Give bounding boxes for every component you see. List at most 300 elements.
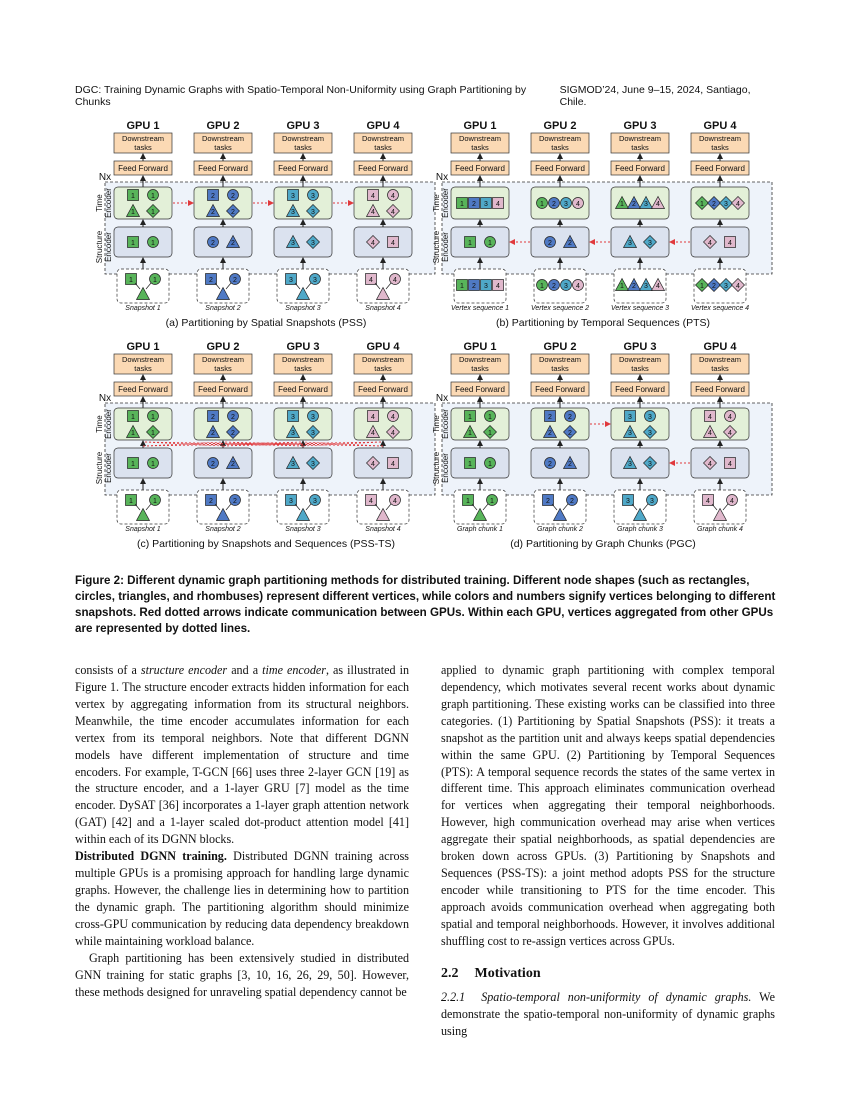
vertex-number: 4 [371, 193, 375, 200]
vertex-number: 3 [628, 430, 632, 437]
panel-pgc [430, 338, 777, 551]
vertex-number: 4 [730, 498, 734, 505]
vertex-number: 4 [728, 430, 732, 437]
vertex-number: 1 [620, 201, 624, 208]
vertex-number: 2 [548, 240, 552, 247]
vertex-number: 2 [472, 201, 476, 208]
vertex-number: 3 [289, 277, 293, 284]
section-title: Motivation [474, 965, 541, 981]
vertex-number: 3 [484, 201, 488, 208]
vertex-number: 2 [712, 283, 716, 290]
vertex-number: 2 [211, 240, 215, 247]
downstream-label: tasks [711, 143, 729, 152]
vertex-number: 2 [231, 240, 235, 247]
vertex-number: 3 [291, 414, 295, 421]
time-encoder-label: Encoder [104, 188, 113, 218]
vertex-number: 2 [211, 430, 215, 437]
feed-forward-label: Feed Forward [455, 164, 505, 173]
vertex-number: 4 [728, 414, 732, 421]
input-label: Graph chunk 4 [697, 526, 743, 533]
gpu-label: GPU 3 [286, 120, 320, 132]
time-encoder-label: Encoder [441, 409, 450, 439]
vertex-number: 3 [311, 193, 315, 200]
time-encoder-box [114, 408, 172, 440]
vertex-number: 3 [628, 461, 632, 468]
panel-caption: (b) Partitioning by Temporal Sequences (PTS) [496, 317, 710, 329]
vertex-number: 3 [311, 209, 315, 216]
vertex-number: 3 [311, 430, 315, 437]
gpu-label: GPU 3 [623, 341, 657, 353]
vertex-number: 4 [371, 240, 375, 247]
vertex-number: 1 [460, 201, 464, 208]
feed-forward-label: Feed Forward [358, 385, 408, 394]
input-label: Snapshot 2 [205, 526, 241, 533]
vertex-number: 4 [391, 461, 395, 468]
vertex-number: 2 [570, 498, 574, 505]
vertex-number: 2 [568, 414, 572, 421]
vertex-number: 4 [706, 498, 710, 505]
paragraph-distributed [75, 848, 409, 950]
structure-encoder-box [451, 227, 509, 257]
vertex-number: 4 [371, 461, 375, 468]
structure-encoder-label: Structure [432, 230, 441, 264]
structure-encoder-box [114, 448, 172, 478]
paragraph-categories: applied to dynamic graph partitioning with complex temporal dependency, which motivates several recent works about dynamic graph partitioning. These existing works can be classified into three categories. (1) Partitioning by Spatial Snapshots (PSS): it treats a snapshot as the partition unit and always keeps spatial dependencies within the same GPU. (2) Partitioning by Temporal Sequences (PTS): A temporal sequence records the states of the same vertex in different time. This approach eliminates communication overhead for vertices when aggregating their temporal neighborhoods. However, high communication overhead may arise when vertices aggregate their spatial neighborhoods, as spatial dependencies are broken down across GPUs. (3) Partitioning by Snapshots and Sequences (PSS-TS): a joint method adopts PSS for the structure encoder while transitioning to PTS for the time encoder. This approach avoids communication overhead when aggregating both spatial and temporal neighborhoods. However, it involves additional shuffling cost to re-assign vertices across GPUs. [441, 663, 775, 948]
downstream-label: Downstream [698, 134, 742, 143]
downstream-label: Downstream [698, 355, 742, 364]
downstream-label: Downstream [281, 134, 325, 143]
feed-forward-label: Feed Forward [695, 385, 745, 394]
downstream-label: Downstream [361, 355, 405, 364]
downstream-label: tasks [551, 364, 569, 373]
feed-forward-label: Feed Forward [695, 164, 745, 173]
subsection-number: 2.2.1 [441, 990, 466, 1005]
vertex-number: 1 [700, 283, 704, 290]
vertex-number: 3 [313, 498, 317, 505]
vertex-number: 3 [724, 283, 728, 290]
structure-encoder-box [611, 448, 669, 478]
vertex-number: 1 [151, 240, 155, 247]
vertex-number: 1 [620, 283, 624, 290]
vertex-number: 1 [151, 193, 155, 200]
figure-caption: Figure 2: Different dynamic graph partitioning methods for distributed training. Different node shapes (such as rectangles, circles, triangles, and rhombuses) represent different vertices, while colors and numbers signify vertices belonging to different snapshots. Red dotted arrows indicate communication between GPUs. Within each GPU, vertices aggregated from other GPUs are represented by dotted lines. [75, 574, 776, 635]
time-encoder-label: Encoder [104, 409, 113, 439]
figure-panel-svg [430, 338, 777, 551]
vertex-number: 3 [648, 430, 652, 437]
vertex-number: 4 [708, 461, 712, 468]
gpu-label: GPU 1 [126, 120, 160, 132]
nx-label: Nx [98, 172, 112, 183]
vertex-number: 2 [211, 414, 215, 421]
vertex-number: 1 [540, 201, 544, 208]
panel-caption: (a) Partitioning by Spatial Snapshots (PSS) [165, 317, 367, 329]
input-label: Snapshot 2 [205, 305, 241, 312]
downstream-label: Downstream [121, 134, 165, 143]
time-encoder-box [611, 408, 669, 440]
vertex-number: 3 [626, 498, 630, 505]
vertex-number: 3 [291, 240, 295, 247]
gpu-label: GPU 2 [206, 341, 240, 353]
time-encoder-box [531, 408, 589, 440]
feed-forward-label: Feed Forward [198, 385, 248, 394]
vertex-number: 4 [391, 414, 395, 421]
running-header [75, 84, 778, 108]
downstream-label: Downstream [458, 134, 502, 143]
structure-encoder-box [274, 227, 332, 257]
time-encoder-box [354, 187, 412, 219]
vertex-number: 2 [548, 461, 552, 468]
structure-encoder-label: Encoder [104, 232, 113, 262]
structure-encoder-label: Structure [432, 451, 441, 485]
run-in-heading: Distributed DGNN training. [75, 849, 227, 864]
feed-forward-label: Feed Forward [615, 385, 665, 394]
downstream-label: tasks [134, 143, 152, 152]
header-title: DGC: Training Dynamic Graphs with Spatio-Temporal Non-Uniformity using Graph Partitioning by Chunks [75, 84, 527, 108]
structure-encoder-box [194, 227, 252, 257]
downstream-label: tasks [711, 364, 729, 373]
vertex-number: 2 [211, 461, 215, 468]
downstream-label: Downstream [201, 134, 245, 143]
gpu-label: GPU 4 [366, 341, 400, 353]
time-encoder-label: Encoder [441, 188, 450, 218]
vertex-number: 4 [736, 283, 740, 290]
nx-label: Nx [435, 172, 449, 183]
vertex-number: 4 [371, 430, 375, 437]
paragraph-motivation [441, 989, 775, 1040]
vertex-number: 4 [728, 240, 732, 247]
vertex-number: 1 [468, 240, 472, 247]
vertex-number: 2 [231, 461, 235, 468]
subsection-title: Spatio-temporal non-uniformity of dynamic graphs. [481, 990, 752, 1005]
vertex-number: 4 [708, 430, 712, 437]
structure-encoder-box [531, 227, 589, 257]
input-label: Snapshot 4 [365, 305, 401, 312]
vertex-number: 2 [552, 201, 556, 208]
vertex-number: 3 [628, 240, 632, 247]
vertex-number: 1 [129, 498, 133, 505]
vertex-number: 4 [371, 414, 375, 421]
downstream-label: tasks [631, 143, 649, 152]
input-label: Graph chunk 1 [457, 526, 503, 533]
vertex-number: 2 [546, 498, 550, 505]
input-label: Snapshot 3 [285, 305, 321, 312]
downstream-label: tasks [551, 143, 569, 152]
vertex-number: 2 [568, 461, 572, 468]
right-column [441, 662, 775, 1040]
vertex-number: 4 [391, 209, 395, 216]
vertex-number: 3 [291, 209, 295, 216]
vertex-number: 3 [650, 498, 654, 505]
vertex-number: 4 [393, 498, 397, 505]
time-encoder-box [194, 408, 252, 440]
vertex-number: 2 [209, 498, 213, 505]
vertex-number: 3 [313, 277, 317, 284]
text: and a [227, 663, 263, 677]
vertex-number: 2 [231, 414, 235, 421]
text: , as illustrated in Figure 1. The structure encoder extracts hidden information for each vertex by aggregating information from its structural neighbors. Meanwhile, the time encoder accumulates information for each vertex from its temporal neighbors. Note that different DGNN models have different implementation of structure and time encoders. For example, T-GCN [66] uses three 2-layer GCN [19] as the structure encoder, and a 1-layer GRU [7] model as the time encoder. DySAT [36] incorporates a 1-layer graph attention network (GAT) [42] and a 1-layer scaled dot-product attention model [41] within each of its DGNN blocks. [75, 663, 409, 847]
vertex-number: 1 [129, 277, 133, 284]
gpu-label: GPU 2 [543, 120, 577, 132]
vertex-number: 2 [568, 430, 572, 437]
feed-forward-label: Feed Forward [198, 164, 248, 173]
vertex-number: 3 [628, 414, 632, 421]
vertex-number: 2 [233, 277, 237, 284]
figure-panel-svg [93, 338, 440, 551]
time-encoder-box [194, 187, 252, 219]
gpu-label: GPU 2 [543, 341, 577, 353]
downstream-label: Downstream [201, 355, 245, 364]
feed-forward-label: Feed Forward [535, 164, 585, 173]
vertex-number: 2 [552, 283, 556, 290]
vertex-number: 1 [488, 240, 492, 247]
vertex-number: 1 [131, 414, 135, 421]
downstream-label: tasks [374, 143, 392, 152]
vertex-number: 2 [231, 193, 235, 200]
vertex-number: 1 [700, 201, 704, 208]
gpu-label: GPU 1 [126, 341, 160, 353]
input-label: Snapshot 1 [125, 526, 161, 533]
vertex-number: 3 [291, 193, 295, 200]
vertex-number: 1 [488, 461, 492, 468]
structure-encoder-label: Structure [95, 451, 104, 485]
term-time-encoder: time encoder [262, 663, 326, 677]
vertex-number: 4 [391, 430, 395, 437]
vertex-number: 4 [576, 201, 580, 208]
downstream-label: Downstream [361, 134, 405, 143]
vertex-number: 1 [488, 430, 492, 437]
vertex-number: 4 [496, 201, 500, 208]
vertex-number: 2 [632, 283, 636, 290]
vertex-number: 3 [311, 461, 315, 468]
term-structure-encoder: structure encoder [140, 663, 228, 677]
vertex-number: 1 [468, 461, 472, 468]
structure-encoder-box [354, 448, 412, 478]
structure-encoder-box [114, 227, 172, 257]
downstream-label: Downstream [618, 134, 662, 143]
vertex-number: 1 [131, 461, 135, 468]
input-label: Snapshot 4 [365, 526, 401, 533]
figure-panel-svg [93, 117, 440, 330]
vertex-number: 2 [233, 498, 237, 505]
feed-forward-label: Feed Forward [455, 385, 505, 394]
vertex-number: 3 [644, 201, 648, 208]
downstream-label: tasks [294, 143, 312, 152]
time-encoder-box [354, 408, 412, 440]
feed-forward-label: Feed Forward [358, 164, 408, 173]
panel-caption: (d) Partitioning by Graph Chunks (PGC) [510, 538, 696, 550]
vertex-number: 4 [656, 283, 660, 290]
feed-forward-label: Feed Forward [278, 164, 328, 173]
vertex-number: 4 [369, 277, 373, 284]
nx-label: Nx [435, 393, 449, 404]
vertex-number: 3 [724, 201, 728, 208]
vertex-number: 4 [391, 193, 395, 200]
downstream-label: Downstream [121, 355, 165, 364]
section-heading [441, 964, 775, 984]
structure-encoder-box [691, 227, 749, 257]
downstream-label: tasks [471, 143, 489, 152]
downstream-label: tasks [294, 364, 312, 373]
downstream-label: tasks [631, 364, 649, 373]
paragraph-partitioning: Graph partitioning has been extensively studied in distributed GNN training for static graphs [3, 10, 16, 26, 29, 50]. However, these methods designed for unraveling spatial dependency cannot be [75, 950, 409, 999]
time-encoder-label: Time [432, 415, 441, 433]
vertex-number: 2 [712, 201, 716, 208]
vertex-number: 4 [656, 201, 660, 208]
figure-panel-svg [430, 117, 777, 330]
vertex-number: 1 [466, 498, 470, 505]
time-encoder-box [691, 408, 749, 440]
feed-forward-label: Feed Forward [535, 385, 585, 394]
input-label: Graph chunk 3 [617, 526, 663, 533]
gpu-label: GPU 4 [703, 120, 737, 132]
nx-label: Nx [98, 393, 112, 404]
panel-pss [93, 117, 440, 330]
vertex-number: 3 [311, 414, 315, 421]
time-encoder-label: Time [95, 415, 104, 433]
vertex-number: 4 [708, 414, 712, 421]
vertex-number: 2 [548, 430, 552, 437]
input-label: Snapshot 3 [285, 526, 321, 533]
vertex-number: 1 [153, 277, 157, 284]
gpu-label: GPU 4 [366, 120, 400, 132]
panel-caption: (c) Partitioning by Snapshots and Sequences (PSS-TS) [137, 538, 395, 550]
vertex-number: 4 [393, 277, 397, 284]
vertex-number: 3 [644, 283, 648, 290]
vertex-number: 3 [311, 240, 315, 247]
vertex-number: 1 [153, 498, 157, 505]
structure-encoder-label: Structure [95, 230, 104, 264]
paragraph-encoders [75, 662, 409, 848]
vertex-number: 2 [209, 277, 213, 284]
downstream-label: Downstream [538, 134, 582, 143]
header-venue: SIGMOD’24, June 9–15, 2024, Santiago, Chile. [559, 84, 751, 108]
vertex-number: 2 [632, 201, 636, 208]
vertex-number: 1 [131, 193, 135, 200]
time-encoder-box [274, 408, 332, 440]
gpu-label: GPU 3 [623, 120, 657, 132]
text: Distributed DGNN training across multiple GPUs is a promising approach for handling large dynamic graphs. However, the challenge lies in determining how to partition the dynamic graph. The partitioning algorithm should minimize cross-GPU communication by reducing data dependency breakdown while maintaining workload balance. [75, 849, 409, 948]
input-label: Graph chunk 2 [537, 526, 583, 533]
vertex-number: 3 [564, 201, 568, 208]
vertex-number: 2 [568, 240, 572, 247]
time-encoder-label: Time [95, 194, 104, 212]
downstream-label: tasks [471, 364, 489, 373]
input-label: Vertex sequence 2 [530, 305, 590, 312]
vertex-number: 2 [548, 414, 552, 421]
structure-encoder-label: Encoder [104, 453, 113, 483]
downstream-label: Downstream [618, 355, 662, 364]
gpu-label: GPU 3 [286, 341, 320, 353]
structure-encoder-box [531, 448, 589, 478]
structure-encoder-box [274, 448, 332, 478]
section-number: 2.2 [441, 965, 459, 981]
input-label: Vertex sequence 3 [610, 305, 670, 312]
vertex-number: 1 [540, 283, 544, 290]
vertex-number: 1 [131, 240, 135, 247]
input-label: Vertex sequence 4 [690, 305, 750, 312]
panel-pts [430, 117, 777, 330]
feed-forward-label: Feed Forward [615, 164, 665, 173]
vertex-number: 1 [131, 209, 135, 216]
vertex-number: 1 [151, 209, 155, 216]
downstream-label: tasks [214, 143, 232, 152]
vertex-number: 1 [488, 414, 492, 421]
downstream-label: tasks [214, 364, 232, 373]
downstream-label: Downstream [281, 355, 325, 364]
vertex-number: 4 [736, 201, 740, 208]
structure-encoder-box [354, 227, 412, 257]
input-label: Vertex sequence 1 [450, 305, 510, 312]
vertex-number: 4 [708, 240, 712, 247]
structure-encoder-label: Encoder [441, 232, 450, 262]
vertex-number: 3 [648, 240, 652, 247]
time-encoder-label: Time [432, 194, 441, 212]
vertex-number: 1 [151, 430, 155, 437]
vertex-number: 1 [490, 498, 494, 505]
text: We demonstrate the spatio-temporal non-uniformity of dynamic graphs using [441, 990, 775, 1039]
vertex-number: 3 [484, 283, 488, 290]
time-encoder-box [114, 187, 172, 219]
vertex-number: 2 [211, 193, 215, 200]
gpu-label: GPU 1 [463, 120, 497, 132]
vertex-number: 2 [231, 209, 235, 216]
feed-forward-label: Feed Forward [278, 385, 328, 394]
vertex-number: 3 [291, 430, 295, 437]
time-encoder-box [274, 187, 332, 219]
vertex-number: 4 [371, 209, 375, 216]
structure-encoder-box [194, 448, 252, 478]
gpu-label: GPU 4 [703, 341, 737, 353]
downstream-label: Downstream [458, 355, 502, 364]
structure-encoder-box [691, 448, 749, 478]
structure-encoder-label: Encoder [441, 453, 450, 483]
feed-forward-label: Feed Forward [118, 164, 168, 173]
panel-pss-ts [93, 338, 440, 551]
vertex-number: 3 [648, 461, 652, 468]
text: consists of a [75, 663, 141, 677]
vertex-number: 3 [564, 283, 568, 290]
vertex-number: 2 [472, 283, 476, 290]
vertex-number: 1 [468, 414, 472, 421]
vertex-number: 4 [728, 461, 732, 468]
downstream-label: tasks [374, 364, 392, 373]
vertex-number: 4 [496, 283, 500, 290]
vertex-number: 1 [131, 430, 135, 437]
structure-encoder-box [611, 227, 669, 257]
gpu-label: GPU 2 [206, 120, 240, 132]
gpu-label: GPU 1 [463, 341, 497, 353]
input-label: Snapshot 1 [125, 305, 161, 312]
vertex-number: 1 [468, 430, 472, 437]
downstream-label: Downstream [538, 355, 582, 364]
vertex-number: 2 [231, 430, 235, 437]
structure-encoder-box [451, 448, 509, 478]
vertex-number: 1 [151, 414, 155, 421]
vertex-number: 3 [648, 414, 652, 421]
vertex-number: 4 [391, 240, 395, 247]
feed-forward-label: Feed Forward [118, 385, 168, 394]
vertex-number: 3 [291, 461, 295, 468]
vertex-number: 1 [151, 461, 155, 468]
downstream-label: tasks [134, 364, 152, 373]
vertex-number: 2 [211, 209, 215, 216]
vertex-number: 4 [369, 498, 373, 505]
vertex-number: 4 [576, 283, 580, 290]
vertex-number: 1 [460, 283, 464, 290]
time-encoder-box [451, 408, 509, 440]
left-column [75, 662, 409, 1000]
vertex-number: 3 [289, 498, 293, 505]
